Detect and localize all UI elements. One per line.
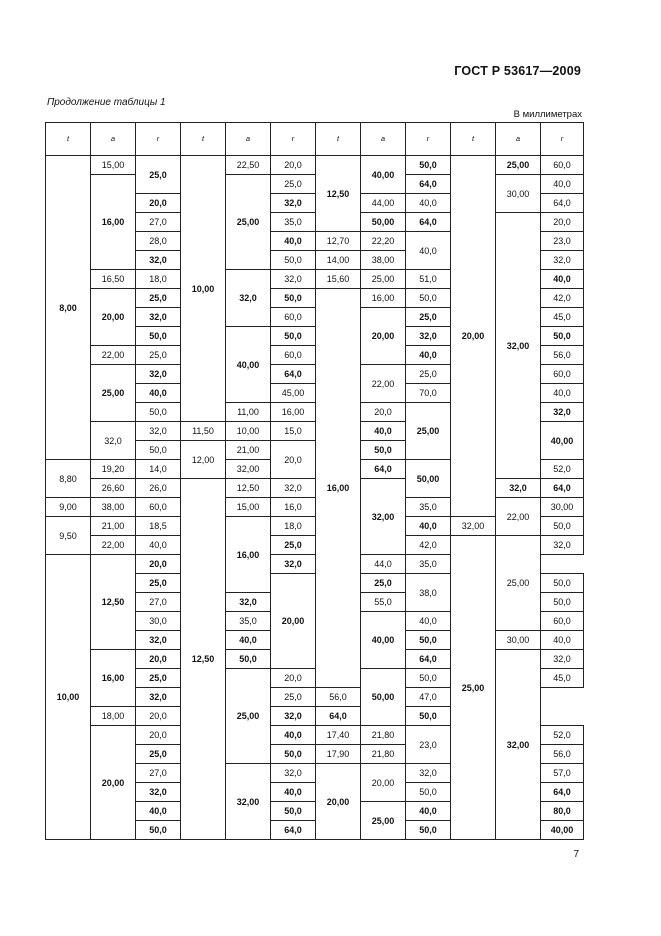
- table-cell: 32,0: [541, 650, 584, 669]
- table-cell: 18,00: [91, 707, 136, 726]
- table-cell: 20,0: [271, 441, 316, 479]
- table-cell: 64,0: [541, 194, 584, 213]
- table-cell: 14,00: [316, 251, 361, 270]
- table-cell: 44,0: [361, 555, 406, 574]
- table-cell: 32,00: [361, 479, 406, 555]
- table-cell: 25,00: [361, 270, 406, 289]
- table-cell: 19,20: [91, 460, 136, 479]
- table-cell: 25,0: [406, 308, 451, 327]
- table-cell: 25,0: [136, 574, 181, 593]
- table-cell: 32,0: [136, 422, 181, 441]
- table-cell: 15,00: [91, 156, 136, 175]
- table-cell: 50,0: [271, 251, 316, 270]
- table-cell: 20,00: [91, 726, 136, 840]
- table-cell: 12,50: [181, 479, 226, 840]
- table-cell: 16,00: [91, 650, 136, 707]
- table-cell: 32,0: [271, 555, 316, 574]
- table-cell: 70,0: [406, 384, 451, 403]
- table-row: [46, 498, 584, 517]
- table-cell: 32,0: [136, 783, 181, 802]
- table-cell: 15,60: [316, 270, 361, 289]
- table-cell: 50,0: [406, 707, 451, 726]
- table-cell: 56,0: [541, 745, 584, 764]
- table-cell: 25,00: [451, 536, 496, 840]
- table-cell: 40,0: [136, 802, 181, 821]
- table-cell: 60,0: [271, 308, 316, 327]
- table-cell: 22,00: [361, 365, 406, 403]
- table-cell: 10,00: [181, 156, 226, 422]
- table-cell: 32,0: [136, 308, 181, 327]
- table-cell: 22,00: [496, 498, 541, 536]
- table-cell: 50,0: [406, 669, 451, 688]
- table-cell: 25,0: [136, 669, 181, 688]
- table-cell: 27,0: [136, 213, 181, 232]
- table-cell: 57,0: [541, 764, 584, 783]
- table-cell: 40,00: [226, 327, 271, 403]
- table-cell: 25,00: [226, 669, 271, 764]
- table-cell: 11,50: [181, 422, 226, 441]
- table-cell: 9,50: [46, 517, 91, 555]
- table-cell: 32,0: [271, 764, 316, 783]
- table-cell: 56,0: [541, 346, 584, 365]
- table-cell: 20,0: [271, 156, 316, 175]
- table-cell: 16,00: [316, 289, 361, 688]
- table-cell: 25,00: [496, 156, 541, 175]
- table-cell: 20,00: [271, 574, 316, 669]
- table-cell: 25,0: [271, 175, 316, 194]
- table-cell: 27,0: [136, 593, 181, 612]
- table-cell: 20,0: [136, 707, 181, 726]
- column-header: a: [496, 123, 541, 156]
- table-cell: 50,0: [136, 327, 181, 346]
- table-cell: 25,00: [406, 403, 451, 460]
- column-header: t: [451, 123, 496, 156]
- table-cell: 50,0: [271, 802, 316, 821]
- table-cell: 50,0: [226, 650, 271, 669]
- table-continuation-label: Продолжение таблицы 1: [47, 97, 166, 108]
- table-cell: 35,0: [226, 612, 271, 631]
- table-cell: 50,0: [271, 327, 316, 346]
- table-cell: 32,0: [496, 479, 541, 498]
- table-cell: 60,0: [541, 156, 584, 175]
- column-header: r: [271, 123, 316, 156]
- table-cell: 32,0: [271, 707, 316, 726]
- table-cell: 40,0: [541, 270, 584, 289]
- table-cell: 50,0: [136, 403, 181, 422]
- table-cell: 23,0: [541, 232, 584, 251]
- table-cell: 25,0: [361, 574, 406, 593]
- table-cell: 20,0: [136, 650, 181, 669]
- table-cell: 25,00: [91, 365, 136, 422]
- table-cell: 9,00: [46, 498, 91, 517]
- table-cell: 38,00: [361, 251, 406, 270]
- table-cell: 27,0: [136, 764, 181, 783]
- table-cell: 21,00: [226, 441, 271, 460]
- table-cell: 25,00: [226, 175, 271, 270]
- table-cell: 38,0: [406, 574, 451, 612]
- table-cell: 50,0: [406, 631, 451, 650]
- column-header: t: [181, 123, 226, 156]
- table-cell: 20,0: [541, 213, 584, 232]
- table-cell: 16,00: [361, 289, 406, 308]
- table-cell: 50,0: [541, 327, 584, 346]
- table-cell: 10,00: [46, 555, 91, 840]
- table-cell: 60,0: [271, 346, 316, 365]
- table-cell: 20,00: [91, 289, 136, 346]
- table-cell: 26,0: [136, 479, 181, 498]
- table-cell: 20,0: [271, 669, 316, 688]
- table-cell: 20,00: [361, 764, 406, 802]
- table-cell: 40,0: [136, 384, 181, 403]
- table-cell: 50,0: [541, 593, 584, 612]
- table-cell: 45,0: [541, 308, 584, 327]
- table-cell: 18,0: [271, 517, 316, 536]
- table-cell: 25,0: [136, 346, 181, 365]
- table-cell: 25,0: [271, 688, 316, 707]
- table-cell: 64,0: [406, 650, 451, 669]
- table-cell: 40,0: [406, 194, 451, 213]
- table-cell: 50,0: [271, 745, 316, 764]
- table-cell: 20,00: [361, 308, 406, 365]
- table-cell: 64,0: [541, 783, 584, 802]
- table-cell: 12,00: [181, 441, 226, 479]
- table-cell: 45,0: [541, 669, 584, 688]
- table-cell: 32,00: [496, 650, 541, 840]
- table-cell: 16,0: [271, 498, 316, 517]
- table-cell: 20,0: [361, 403, 406, 422]
- table-cell: 23,0: [406, 726, 451, 764]
- table-cell: 17,90: [316, 745, 361, 764]
- table-cell: 40,0: [271, 783, 316, 802]
- table-cell: 44,00: [361, 194, 406, 213]
- table-cell: 10,00: [226, 422, 271, 441]
- table-cell: 25,0: [136, 156, 181, 194]
- table-cell: 50,00: [406, 460, 451, 498]
- table-cell: 50,0: [406, 783, 451, 802]
- table-cell: 35,0: [406, 498, 451, 517]
- table-cell: 64,0: [541, 479, 584, 498]
- table-cell: 16,00: [91, 175, 136, 270]
- table-cell: 50,0: [541, 574, 584, 593]
- table-cell: 50,0: [406, 289, 451, 308]
- table-cell: 20,00: [451, 156, 496, 517]
- table-row: [46, 479, 584, 498]
- table-cell: 40,00: [541, 422, 584, 460]
- table-cell: 20,00: [316, 764, 361, 840]
- table-cell: 20,0: [136, 555, 181, 574]
- table-cell: 12,70: [316, 232, 361, 251]
- table-cell: 18,0: [136, 270, 181, 289]
- table-cell: 32,0: [271, 479, 316, 498]
- table-cell: 40,00: [541, 821, 584, 840]
- table-cell: 30,00: [496, 631, 541, 650]
- table-cell: 21,80: [361, 726, 406, 745]
- table-cell: 35,0: [406, 555, 451, 574]
- table-cell: 8,80: [46, 460, 91, 498]
- table-row: [46, 536, 584, 555]
- table-cell: 52,0: [541, 726, 584, 745]
- table-cell: 30,00: [541, 498, 584, 517]
- table-cell: 25,0: [406, 365, 451, 384]
- table-cell: 40,0: [406, 232, 451, 270]
- table-cell: 25,0: [136, 745, 181, 764]
- table-cell: 22,50: [226, 156, 271, 175]
- table-cell: 50,0: [271, 289, 316, 308]
- table-cell: 45,00: [271, 384, 316, 403]
- table-cell: 32,00: [451, 517, 496, 536]
- table-cell: 11,00: [226, 403, 271, 422]
- table-cell: 40,0: [541, 384, 584, 403]
- table-cell: 35,0: [271, 213, 316, 232]
- table-cell: 22,20: [361, 232, 406, 251]
- table-cell: 32,0: [541, 536, 584, 555]
- table-cell: 42,0: [406, 536, 451, 555]
- table-cell: 22,00: [91, 536, 136, 555]
- table-cell: 14,0: [136, 460, 181, 479]
- table-cell: 12,50: [316, 156, 361, 232]
- table-cell: 32,00: [496, 213, 541, 479]
- table-cell: 52,0: [541, 460, 584, 479]
- table-cell: 32,0: [541, 403, 584, 422]
- table-cell: 40,0: [406, 612, 451, 631]
- table-cell: 15,00: [226, 498, 271, 517]
- table-cell: 42,0: [541, 289, 584, 308]
- table-cell: 40,00: [361, 156, 406, 194]
- table-cell: 55,0: [361, 593, 406, 612]
- table-cell: 51,0: [406, 270, 451, 289]
- table-cell: 20,0: [136, 194, 181, 213]
- table-cell: 50,0: [541, 517, 584, 536]
- table-cell: 56,0: [316, 688, 361, 707]
- table-cell: 25,00: [361, 802, 406, 840]
- table-cell: 40,0: [136, 536, 181, 555]
- table-cell: 50,0: [406, 821, 451, 840]
- table-cell: 32,0: [271, 194, 316, 213]
- table-cell: 32,0: [226, 270, 271, 327]
- table-cell: 30,00: [496, 175, 541, 213]
- column-header: r: [406, 123, 451, 156]
- table-row: [46, 175, 584, 194]
- table-cell: 60,0: [541, 612, 584, 631]
- table-cell: 32,0: [136, 688, 181, 707]
- table-cell: 32,0: [226, 593, 271, 612]
- table-cell: 60,0: [136, 498, 181, 517]
- table-cell: 12,50: [226, 479, 271, 498]
- table-row: [46, 156, 584, 175]
- table-cell: 32,0: [406, 764, 451, 783]
- table-cell: 26,60: [91, 479, 136, 498]
- table-cell: 30,0: [136, 612, 181, 631]
- table-header-row: [46, 123, 584, 156]
- table-cell: 21,00: [91, 517, 136, 536]
- table-cell: 12,50: [91, 555, 136, 650]
- table-cell: 80,0: [541, 802, 584, 821]
- dimensions-table: [45, 122, 584, 840]
- table-cell: 17,40: [316, 726, 361, 745]
- table-cell: 28,0: [136, 232, 181, 251]
- table-cell: 64,0: [406, 175, 451, 194]
- table-cell: 40,00: [361, 612, 406, 669]
- table-cell: 32,0: [271, 270, 316, 289]
- table-cell: 40,0: [361, 422, 406, 441]
- table-cell: 50,00: [361, 669, 406, 726]
- table-cell: 32,0: [136, 631, 181, 650]
- table-cell: 64,0: [271, 821, 316, 840]
- table-cell: 15,0: [271, 422, 316, 441]
- table-cell: 32,0: [136, 251, 181, 270]
- table-cell: 32,0: [541, 251, 584, 270]
- table-cell: 47,0: [406, 688, 451, 707]
- table-cell: 40,0: [541, 631, 584, 650]
- table-cell: 16,50: [91, 270, 136, 289]
- table-cell: 50,0: [136, 441, 181, 460]
- table-cell: 16,00: [226, 517, 271, 593]
- table-cell: 25,0: [136, 289, 181, 308]
- table-cell: 50,0: [136, 821, 181, 840]
- table-cell: 40,0: [406, 517, 451, 536]
- table-cell: 40,0: [406, 346, 451, 365]
- table-cell: 64,0: [271, 365, 316, 384]
- column-header: r: [541, 123, 584, 156]
- table-cell: 40,0: [541, 175, 584, 194]
- column-header: t: [316, 123, 361, 156]
- table-cell: 25,00: [496, 536, 541, 631]
- column-header: a: [91, 123, 136, 156]
- table-cell: 32,0: [406, 327, 451, 346]
- table-cell: 64,0: [316, 707, 361, 726]
- page-number: 7: [573, 849, 579, 860]
- table-cell: 40,0: [271, 232, 316, 251]
- table-cell: 18,5: [136, 517, 181, 536]
- units-label: В миллиметрах: [513, 109, 582, 120]
- table-cell: 25,0: [271, 536, 316, 555]
- table-cell: 50,0: [361, 441, 406, 460]
- table-cell: 40,0: [226, 631, 271, 650]
- table-cell: 50,00: [361, 213, 406, 232]
- table-cell: 64,0: [406, 213, 451, 232]
- table-cell: 32,0: [136, 365, 181, 384]
- table-cell: 40,0: [271, 726, 316, 745]
- column-header: t: [46, 123, 91, 156]
- table-cell: 38,00: [91, 498, 136, 517]
- table-cell: 40,0: [406, 802, 451, 821]
- column-header: r: [136, 123, 181, 156]
- table-cell: 32,00: [226, 460, 271, 479]
- table-cell: 22,00: [91, 346, 136, 365]
- table-cell: 32,00: [226, 764, 271, 840]
- column-header: a: [361, 123, 406, 156]
- table-cell: 32,0: [91, 422, 136, 460]
- document-title: ГОСТ Р 53617—2009: [454, 64, 581, 78]
- table-cell: 50,0: [406, 156, 451, 175]
- table-cell: 8,00: [46, 156, 91, 460]
- column-header: a: [226, 123, 271, 156]
- table-cell: 60,0: [541, 365, 584, 384]
- table-cell: 64,0: [361, 460, 406, 479]
- table-cell: 20,0: [136, 726, 181, 745]
- table-cell: 21,80: [361, 745, 406, 764]
- table-cell: 16,00: [271, 403, 316, 422]
